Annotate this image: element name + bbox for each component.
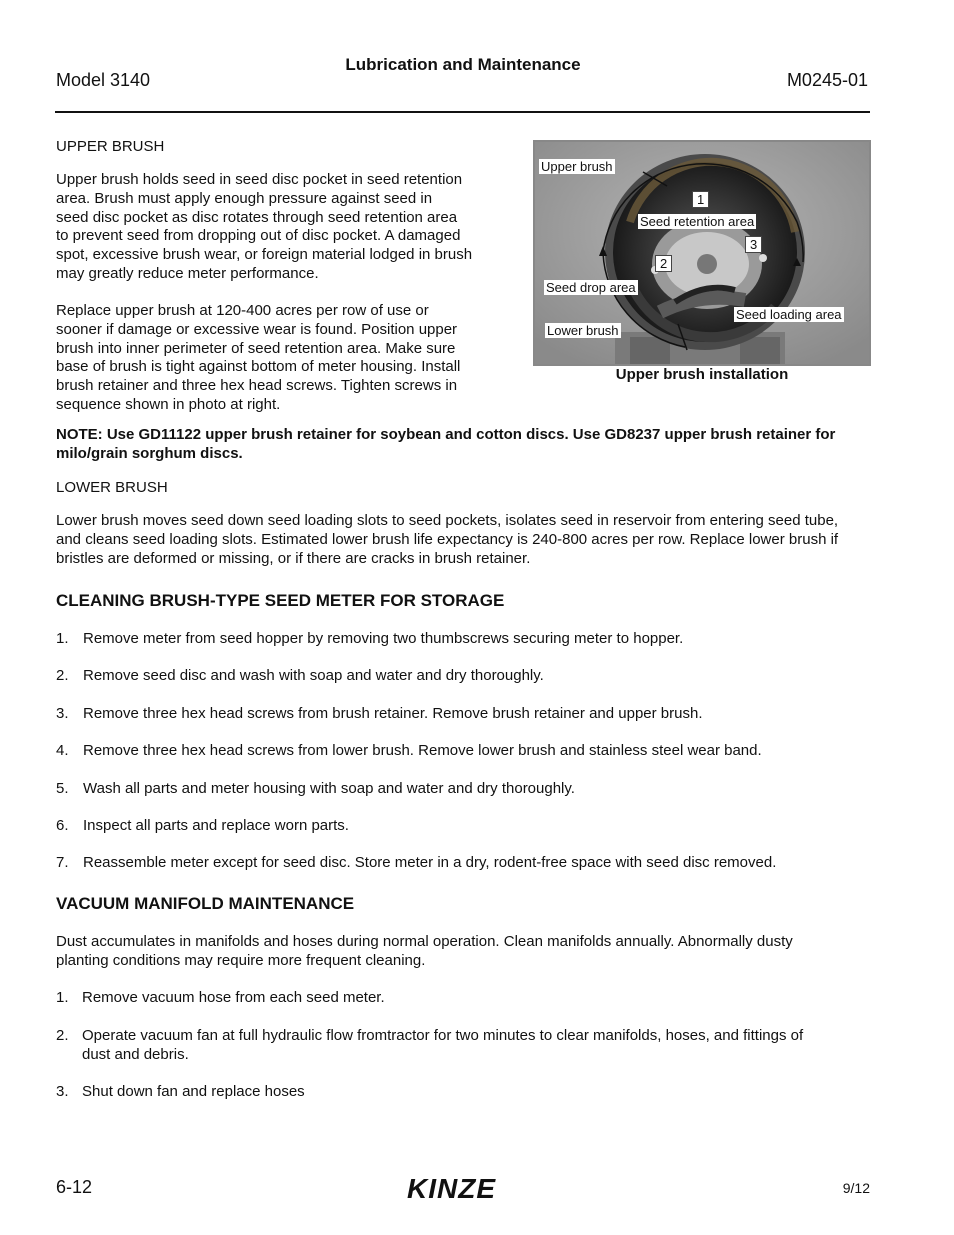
- upper-brush-photo: [533, 140, 871, 366]
- figure-caption: Upper brush installation: [615, 366, 789, 383]
- sequence-number-3: 3: [745, 236, 762, 253]
- label-lower-brush: Lower brush: [547, 323, 619, 338]
- brand-wordmark: KINZE: [407, 1173, 496, 1203]
- revision-date: 9/12: [842, 1180, 870, 1196]
- sequence-number-1: 1: [692, 191, 709, 208]
- document-number: M0245-01: [786, 70, 868, 90]
- vacuum-intro: Dust accumulates in manifolds and hoses during normal operation. Clean manifolds annually. Abnormally dusty planting conditions may require more frequent cleaning.: [56, 933, 793, 969]
- label-seed-loading-area: Seed loading area: [736, 307, 842, 322]
- label-seed-retention-area: Seed retention area: [640, 214, 755, 229]
- upper-brush-paragraph-1: Upper brush holds seed in seed disc pocket in seed retention area. Brush must apply enough pressure against seed in seed disc pocket as disc rotates through seed retention area to prevent seed from dropping out of disc pocket. A damaged spot, excessive brush wear, or foreign material lodged in brush may greatly reduce meter performance.: [56, 171, 473, 282]
- cleaning-heading: CLEANING BRUSH-TYPE SEED METER FOR STORAGE: [56, 591, 505, 610]
- sequence-number-2: 2: [655, 255, 672, 272]
- label-seed-drop-area: Seed drop area: [546, 280, 636, 295]
- lower-brush-paragraph: Lower brush moves seed down seed loading slots to seed pockets, isolates seed in reservoir from entering seed tube, and cleans seed loading slots. Estimated lower brush life expectancy is 240-800 acres per row. Replace lower brush if bristles are deformed or missing, or if there are cracks in brush retainer.: [56, 512, 839, 567]
- page-number: 6-12: [56, 1177, 93, 1197]
- upper-brush-paragraph-2: Replace upper brush at 120-400 acres per row of use or sooner if damage or excessive wear is found. Position upper brush into inner perimeter of seed retention area. Make sure base of brush is tight against bottom of meter housing. Install brush retainer and three hex head screws. Tighten screws in sequence shown in photo at right.: [56, 302, 461, 413]
- kinze-logo: [403, 1173, 523, 1208]
- lower-brush-heading: LOWER BRUSH: [56, 479, 168, 496]
- header-rule: [55, 111, 870, 113]
- note: NOTE: Use GD11122 upper brush retainer for soybean and cotton discs. Use GD8237 upper brush retainer for milo/grain sorghum discs.: [56, 426, 836, 462]
- model-name: Model 3140: [56, 70, 151, 90]
- label-upper-brush: Upper brush: [541, 159, 613, 174]
- section-title: Lubrication and Maintenance: [345, 55, 581, 74]
- upper-brush-heading: UPPER BRUSH: [56, 138, 165, 155]
- vacuum-heading: VACUUM MANIFOLD MAINTENANCE: [56, 894, 355, 913]
